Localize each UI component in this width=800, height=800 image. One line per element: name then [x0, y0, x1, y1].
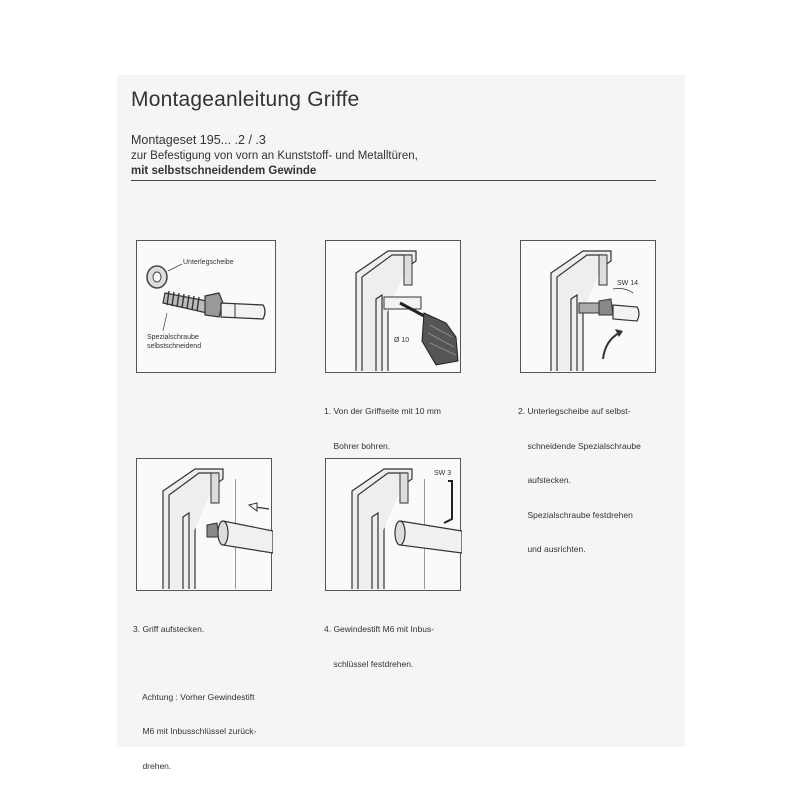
page-title: Montageanleitung Griffe	[131, 88, 360, 111]
parts-illustration	[137, 241, 277, 374]
header-divider	[131, 180, 656, 181]
step-3-note-3: drehen.	[133, 760, 172, 771]
step-3-caption	[133, 601, 256, 784]
drilling-illustration	[326, 241, 462, 374]
step-1-line-2: Bohrer bohren.	[324, 440, 391, 451]
label-wrench-size: SW 14	[617, 280, 639, 287]
label-hex-key: SW 3	[434, 470, 452, 477]
screw-illustration	[521, 241, 657, 374]
step-2-line-5: und ausrichten.	[518, 544, 586, 554]
panel-screw	[520, 240, 656, 373]
step-2-caption	[518, 383, 641, 567]
panel-drilling	[325, 240, 461, 373]
handle-illustration	[137, 459, 273, 592]
step-2-line-2: schneidende Spezialschraube	[518, 440, 641, 451]
subtitle-thread: mit selbstschneidendem Gewinde	[131, 165, 317, 177]
subtitle-purpose: zur Befestigung von vorn an Kunststoff- und Metalltüren,	[131, 150, 418, 162]
step-2-line-4: Spezialschraube festdrehen	[518, 509, 633, 520]
step-1-line-1: 1. Von der Griffseite mit 10 mm	[324, 406, 441, 416]
label-washer: Unterlegscheibe	[183, 259, 234, 266]
step-3-note-2: M6 mit Inbusschlüssel zurück-	[133, 726, 257, 736]
step-4-line-2: schlüssel festdrehen.	[324, 658, 414, 669]
step-4-line-1: 4. Gewindestift M6 mit Inbus-	[324, 624, 435, 634]
step-2-line-1: 2. Unterlegscheibe auf selbst-	[518, 406, 631, 416]
label-drill-diameter: Ø 10	[394, 337, 410, 344]
step-3-note-1: Achtung : Vorher Gewindestift	[133, 691, 255, 702]
panel-parts	[136, 240, 276, 373]
step-2-line-3: aufstecken.	[518, 475, 571, 485]
label-screw-1: Spezialschraube	[147, 334, 199, 341]
label-screw-2: selbstschneidend	[147, 343, 202, 350]
step-4-caption	[324, 601, 434, 682]
step-1-caption	[324, 383, 441, 464]
step-3-line-1: 3. Griff aufstecken.	[133, 624, 205, 634]
subtitle-set: Montageset 195... .2 / .3	[131, 133, 266, 147]
panel-setscrew	[325, 458, 461, 591]
setscrew-illustration	[326, 459, 462, 592]
panel-handle	[136, 458, 272, 591]
